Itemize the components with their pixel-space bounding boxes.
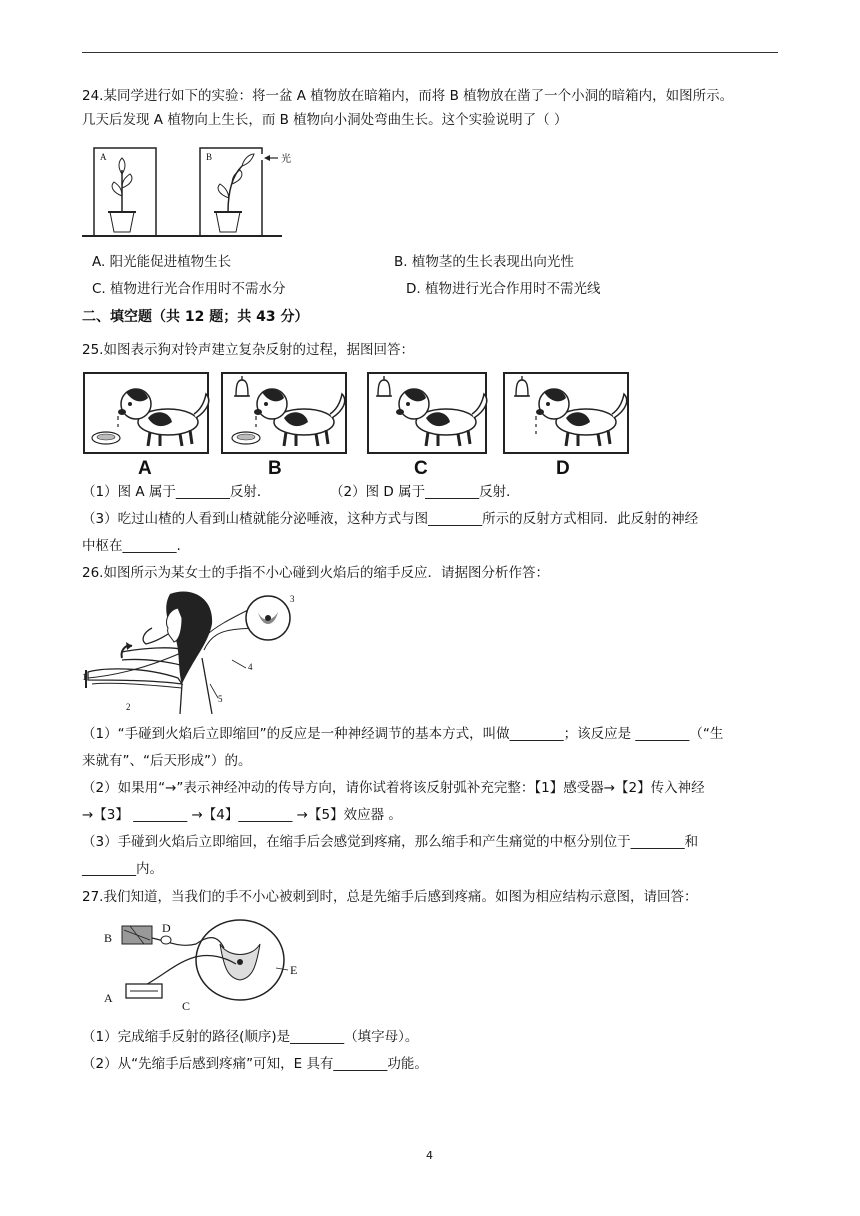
q25-sub1b: （2）图 D 属于________反射．: [330, 484, 520, 500]
q25-sub1a: （1）图 A 属于________反射．: [82, 484, 271, 500]
q26-sub2-line1: （2）如果用“→”表示神经冲动的传导方向，请你试着将该反射弧补充完整：【1】感受器→【2】传入神经: [82, 780, 705, 796]
panel-b: [222, 373, 346, 453]
q27-reflex-arc-figure: [100, 918, 330, 1018]
panel-a: [84, 373, 209, 453]
q24-stem-line2: 几天后发现 A 植物向上生长，而 B 植物向小洞处弯曲生长。这个实验说明了（ ）: [82, 112, 568, 128]
q27-sub1: （1）完成缩手反射的路径(顺序)是________（填字母）。: [82, 1029, 419, 1045]
header-rule: [82, 52, 778, 53]
q26-sub2-line2: →【3】 ________ →【4】________ →【5】效应器 。: [82, 807, 402, 823]
figure-label-4: 4: [248, 662, 253, 672]
section-heading: 二、填空题（共 12 题；共 43 分）: [82, 309, 309, 325]
page-number: 4: [426, 1149, 433, 1162]
panel-label-a: A: [138, 458, 152, 478]
q25-sub3-line1: （3）吃过山楂的人看到山楂就能分泌唾液，这种方式与图________所示的反射方式相同．此反射的神经: [82, 511, 699, 527]
panel-label-c: C: [414, 458, 428, 478]
q27-stem: 27.我们知道，当我们的手不小心被刺到时，总是先缩手后感到疼痛。如图为相应结构示意图，请回答：: [82, 889, 698, 905]
figure-label-b: B: [104, 931, 113, 945]
q26-reflex-figure: [82, 588, 332, 718]
figure-label-1: 1: [82, 672, 87, 682]
figure-label-2: 2: [126, 702, 131, 712]
light-arrow-icon: [264, 155, 278, 161]
q24-option-b: B. 植物茎的生长表现出向光性: [394, 254, 574, 270]
panel-d: [504, 373, 628, 453]
q26-sub1-line2: 来就有”、“后天形成”）的。: [82, 753, 252, 769]
q26-sub1-line1: （1）“手碰到火焰后立即缩回”的反应是一种神经调节的基本方式，叫做________；该反应是 ________（“生: [82, 726, 724, 742]
plant-a-icon: [108, 158, 136, 232]
q26-stem: 26.如图所示为某女士的手指不小心碰到火焰后的缩手反应．请据图分析作答：: [82, 565, 549, 581]
figure-label-e: E: [290, 963, 298, 977]
figure-label-d: D: [162, 921, 171, 935]
plant-b-icon: [214, 154, 254, 232]
figure-label-a: A: [104, 991, 113, 1005]
receptor-skin: [122, 926, 152, 944]
figure-label-c: C: [182, 999, 191, 1013]
q26-sub3-line2: ________内。: [82, 861, 163, 877]
q24-stem-line1: 24.某同学进行如下的实验：将一盆 A 植物放在暗箱内，而将 B 植物放在凿了一个小洞的暗箱内，如图所示。: [82, 88, 734, 104]
panel-label-b: B: [268, 458, 282, 478]
q26-sub3-line1: （3）手碰到火焰后立即缩回，在缩手后会感觉到疼痛，那么缩手和产生痛觉的中枢分别位于________和: [82, 834, 699, 850]
figure-label-3: 3: [290, 594, 295, 604]
q27-sub2: （2）从“先缩手后感到疼痛”可知，E 具有________功能。: [82, 1056, 428, 1072]
light-label: 光: [281, 154, 291, 165]
q24-plant-figure: [82, 140, 302, 240]
woman-illustration: [86, 592, 212, 714]
panel-label-d: D: [556, 458, 570, 478]
panel-c: [368, 373, 487, 453]
q25-dog-figure: [82, 370, 642, 478]
spinal-cord-section: [196, 920, 284, 1000]
q24-option-d: D. 植物进行光合作用时不需光线: [406, 281, 601, 297]
q25-stem: 25.如图表示狗对铃声建立复杂反射的过程，据图回答：: [82, 342, 414, 358]
spinal-cord-inset: [246, 596, 290, 640]
figure-label-a: A: [100, 152, 107, 162]
effector-muscle: [126, 984, 162, 998]
figure-label-b: B: [206, 152, 213, 162]
figure-label-5: 5: [218, 694, 223, 704]
q24-option-c: C. 植物进行光合作用时不需水分: [92, 281, 286, 297]
q24-option-a: A. 阳光能促进植物生长: [92, 254, 232, 270]
q25-sub3-line2: 中枢在________.: [82, 538, 181, 554]
